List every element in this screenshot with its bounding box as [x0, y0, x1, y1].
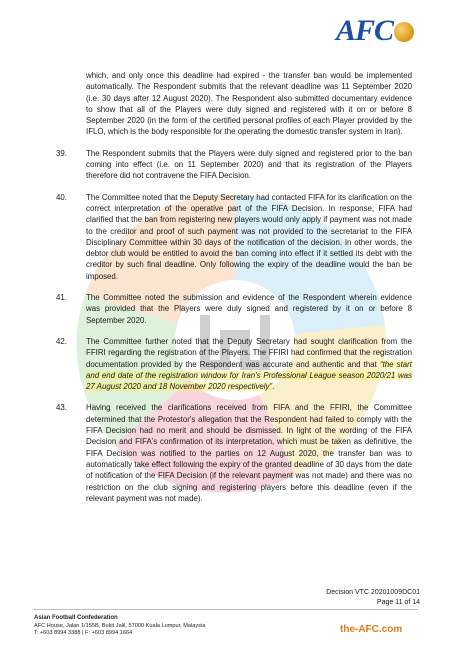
paragraph-text: The Committee noted the submission and evidence of the Respondent wherein evidence was provided that the Players were duly signed and registered by it on or before 8 September 2020. [86, 293, 412, 325]
paragraph-number: 40. [56, 192, 67, 202]
paragraph-39 [56, 148, 412, 182]
footer-divider [34, 609, 418, 610]
paragraph-number: 42. [56, 336, 67, 346]
paragraph-number: 41. [56, 293, 67, 303]
football-icon [394, 22, 414, 42]
document-body [56, 70, 412, 514]
decision-reference: Decision VTC 20201009DC01 [326, 589, 420, 596]
paragraph-43 [56, 402, 412, 504]
footer-organization [34, 615, 205, 638]
quoted-text: “the start and end date of the registration window for Iran's Professional League season 2020/21 was 27 August 2020 and 18 November 2020 respectively” [86, 359, 412, 392]
paragraph-text-plain: The Committee further noted that the Deputy Secretary had sought clarification from the FFIRI regarding the registration of the Players. The FFIRI had confirmed that the registration documentation provided by the Respondent was accurate and authentic and that [86, 336, 412, 369]
intro-paragraph: which, and only once this deadline had expired - the transfer ban would be implemented automatically. The Respondent submits that the relevant deadline was 11 September 2020 (i.e. 30 days after 12 August 2020). The Respondent also submitted documentary evidence to show that all of the Players were duly signed and registered with it on or before 8 September 2020 (in the form of the certified personal profiles of each Player provided by the IFLO, which is the body responsible for the operating the domestic transfer system in Iran). [86, 71, 412, 137]
paragraph-41 [56, 292, 412, 326]
paragraph-text-end: . [272, 382, 275, 392]
paragraph-number: 39. [56, 148, 67, 158]
organization-name: Asian Football Confederation [34, 615, 118, 621]
page-reference [310, 588, 420, 608]
website-link[interactable]: the-AFC.com [340, 624, 403, 635]
logo-wordmark: AFC [336, 14, 394, 47]
paragraph-40 [56, 192, 412, 282]
paragraph-text: The Committee noted that the Deputy Secretary had contacted FIFA for its clarification on the correct interpretation of the operative part of the FIFA Decision. In response, FIFA had clarified that the ban from registering new players would only apply if payment was not made to the creditor and proof of such payment was not provided to the secretariat to the FIFA Disciplinary Committee within 30 days of the notification of the decision. In other words, the debtor club would be entitled to avoid the ban coming into effect if it settled its debt with the creditor by such final deadline. Only following the expiry of the deadline would the ban be imposed. [86, 192, 412, 281]
organization-address: AFC House, Jalan 1/155B, Bukit Jalil, 57000 Kuala Lumpur, Malaysia [34, 622, 206, 629]
paragraph-text: The Respondent submits that the Players were duly signed and registered prior to the ban coming into effect (i.e. on 11 September 2020) and that its registration of the Players therefore did not contravene the FIFA Decision. [86, 148, 412, 181]
paragraph-text: Having received the clarifications received from FIFA and the FFIRI, the Committee determined that the Protestor's allegation that the Respondent had failed to comply with the FIFA Decision had no merit and should be dismissed. In light of the wording of the FIFA Decision and FIFA's confirmation of its interpretation, which must be taken as definitive, the FIFA Decision was notified to the parties on 12 August 2020, the transfer ban was to automatically take effect following the expiry of the granted deadline of 30 days from the date of notification of the FIFA Decision (if the relevant payment was not made) and there was no restriction on the club signing and registering players before this deadline (even if the relevant payment was not made). [86, 403, 412, 503]
paragraph-42 [56, 336, 412, 392]
paragraph-number: 43. [56, 403, 67, 413]
page-number: Page 11 of 14 [376, 599, 420, 606]
organization-contact: T: +603 8994 3388 | F: +603 8994 1664 [34, 630, 133, 636]
paragraph-text [86, 336, 412, 392]
